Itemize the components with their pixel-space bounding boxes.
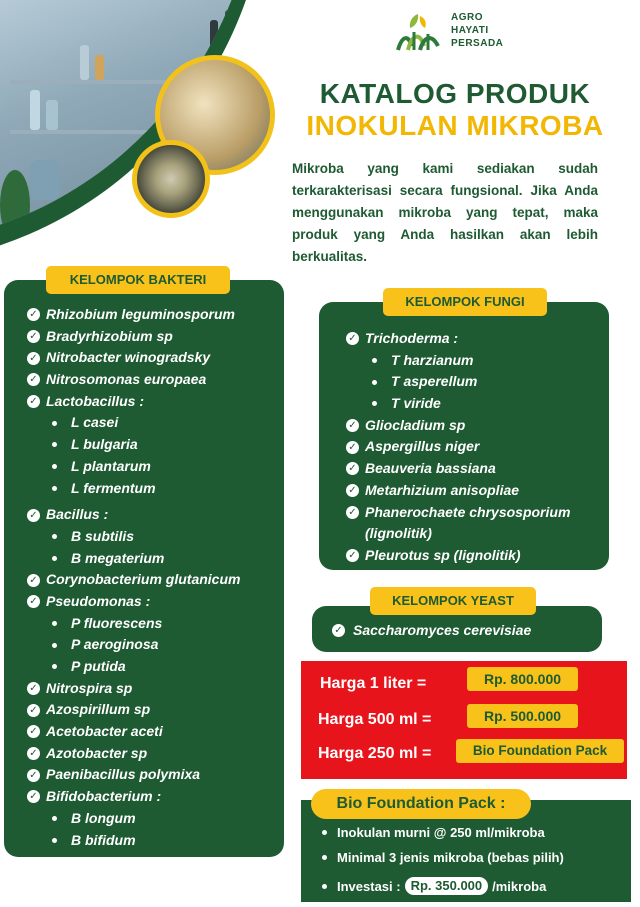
list-item: ✓ Azotobacter sp — [27, 743, 282, 765]
list-item: ✓ Rhizobium leguminosporum — [27, 304, 282, 326]
list-item: ✓ Bradyrhizobium sp — [27, 326, 282, 348]
list-item: ✓ Corynobacterium glutanicum — [27, 569, 282, 591]
sub-list-item: B bifidum — [27, 830, 282, 852]
list-item: ✓ Beauveria bassiana — [346, 458, 608, 480]
list-item: ✓ Pleurotus sp (lignolitik) — [346, 545, 608, 567]
check-icon: ✓ — [27, 595, 40, 608]
catalog-subtitle: INOKULAN MIKROBA — [306, 110, 604, 141]
check-icon: ✓ — [346, 441, 359, 454]
list-item: ✓ Bifidobacterium : — [27, 786, 282, 808]
check-icon: ✓ — [27, 790, 40, 803]
sub-list-item: P putida — [27, 656, 282, 678]
bullet-icon — [372, 380, 377, 385]
sub-list-item: L casei — [27, 412, 282, 434]
bullet-icon — [52, 534, 57, 539]
check-icon: ✓ — [332, 624, 345, 637]
list-item: ✓ Lactobacillus : — [27, 391, 282, 413]
check-icon: ✓ — [27, 395, 40, 408]
check-icon: ✓ — [27, 509, 40, 522]
check-icon: ✓ — [27, 747, 40, 760]
bio-pack-item: Inokulan murni @ 250 ml/mikroba — [322, 825, 545, 840]
check-icon: ✓ — [346, 462, 359, 475]
price-value-1l: Rp. 800.000 — [467, 667, 578, 691]
check-icon: ✓ — [27, 769, 40, 782]
yeast-list — [332, 620, 594, 642]
check-icon: ✓ — [27, 373, 40, 386]
price-label-1l: Harga 1 liter = — [320, 675, 427, 692]
catalog-title: KATALOG PRODUK — [319, 78, 591, 109]
sub-list-item: L plantarum — [27, 456, 282, 478]
list-item: ✓ Trichoderma : — [346, 328, 608, 350]
fungi-list — [346, 328, 608, 567]
bio-pack-invest: Investasi : Rp. 350.000 /mikroba — [322, 877, 546, 895]
bullet-icon — [52, 621, 57, 626]
bio-pack-item: Minimal 3 jenis mikroba (bebas pilih) — [322, 850, 564, 865]
check-icon: ✓ — [27, 330, 40, 343]
bullet-icon — [372, 401, 377, 406]
sub-list-item: L fermentum — [27, 478, 282, 500]
petri-dish-photo — [132, 140, 210, 218]
check-icon: ✓ — [27, 308, 40, 321]
check-icon: ✓ — [27, 574, 40, 587]
bacteria-heading: KELOMPOK BAKTERI — [46, 266, 230, 294]
bullet-icon — [52, 464, 57, 469]
sub-list-item: P fluorescens — [27, 613, 282, 635]
list-item: ✓ Nitrosomonas europaea — [27, 369, 282, 391]
bullet-icon — [52, 421, 57, 426]
bullet-icon — [52, 442, 57, 447]
bullet-icon — [372, 358, 377, 363]
bullet-icon — [322, 884, 327, 889]
sub-list-item: B longum — [27, 808, 282, 830]
sub-list-item: T viride — [346, 393, 608, 415]
check-icon: ✓ — [346, 484, 359, 497]
intro-paragraph: Mikroba yang kami sediakan sudah terkarakterisasi secara fungsional. Jika Anda menggunakan mikroba yang tepat, maka produk yang Anda hasilkan akan lebih berkualitas. — [292, 161, 598, 264]
sub-list-item: T harzianum — [346, 350, 608, 372]
check-icon: ✓ — [346, 549, 359, 562]
bullet-icon — [52, 838, 57, 843]
bullet-icon — [52, 556, 57, 561]
check-icon: ✓ — [27, 352, 40, 365]
sub-list-item: B subtilis — [27, 526, 282, 548]
brand-name: AGRO HAYATI PERSADA — [451, 12, 504, 49]
sub-list-item: B megaterium — [27, 548, 282, 570]
yeast-heading: KELOMPOK YEAST — [370, 587, 536, 615]
bullet-icon — [322, 855, 327, 860]
price-box — [301, 661, 627, 779]
fungi-heading: KELOMPOK FUNGI — [383, 288, 547, 316]
sub-list-item: L bulgaria — [27, 434, 282, 456]
list-item: ✓ Nitrospira sp — [27, 678, 282, 700]
list-item: ✓ Azospirillum sp — [27, 699, 282, 721]
price-label-500ml: Harga 500 ml = — [318, 711, 432, 728]
list-item: ✓ Aspergillus niger — [346, 436, 608, 458]
check-icon: ✓ — [346, 506, 359, 519]
list-item: ✓ Phanerochaete chrysosporium — [346, 502, 608, 524]
check-icon: ✓ — [27, 682, 40, 695]
list-item: ✓ Bacillus : — [27, 504, 282, 526]
price-value-250ml: Bio Foundation Pack — [456, 739, 624, 763]
bacteria-list — [27, 304, 282, 851]
list-item: ✓ Paenibacillus polymixa — [27, 764, 282, 786]
check-icon: ✓ — [346, 419, 359, 432]
list-item: ✓ Saccharomyces cerevisiae — [332, 620, 594, 642]
list-item: (lignolitik) — [365, 525, 432, 542]
bullet-icon — [322, 830, 327, 835]
check-icon: ✓ — [27, 704, 40, 717]
bullet-icon — [52, 664, 57, 669]
list-item: ✓ Nitrobacter winogradsky — [27, 347, 282, 369]
bullet-icon — [52, 643, 57, 648]
list-item: ✓ Acetobacter aceti — [27, 721, 282, 743]
sub-list-item: P aeroginosa — [27, 634, 282, 656]
price-label-250ml: Harga 250 ml = — [318, 745, 432, 762]
list-item: ✓ Metarhizium anisopliae — [346, 480, 608, 502]
check-icon: ✓ — [27, 725, 40, 738]
bullet-icon — [52, 486, 57, 491]
bio-pack-title: Bio Foundation Pack : — [311, 789, 531, 819]
sub-list-item: T asperellum — [346, 371, 608, 393]
check-icon: ✓ — [346, 332, 359, 345]
bullet-icon — [52, 816, 57, 821]
price-value-500ml: Rp. 500.000 — [467, 704, 578, 728]
list-item: ✓ Pseudomonas : — [27, 591, 282, 613]
list-item: ✓ Gliocladium sp — [346, 415, 608, 437]
logo-icon — [394, 10, 442, 58]
invest-price: Rp. 350.000 — [405, 877, 489, 895]
